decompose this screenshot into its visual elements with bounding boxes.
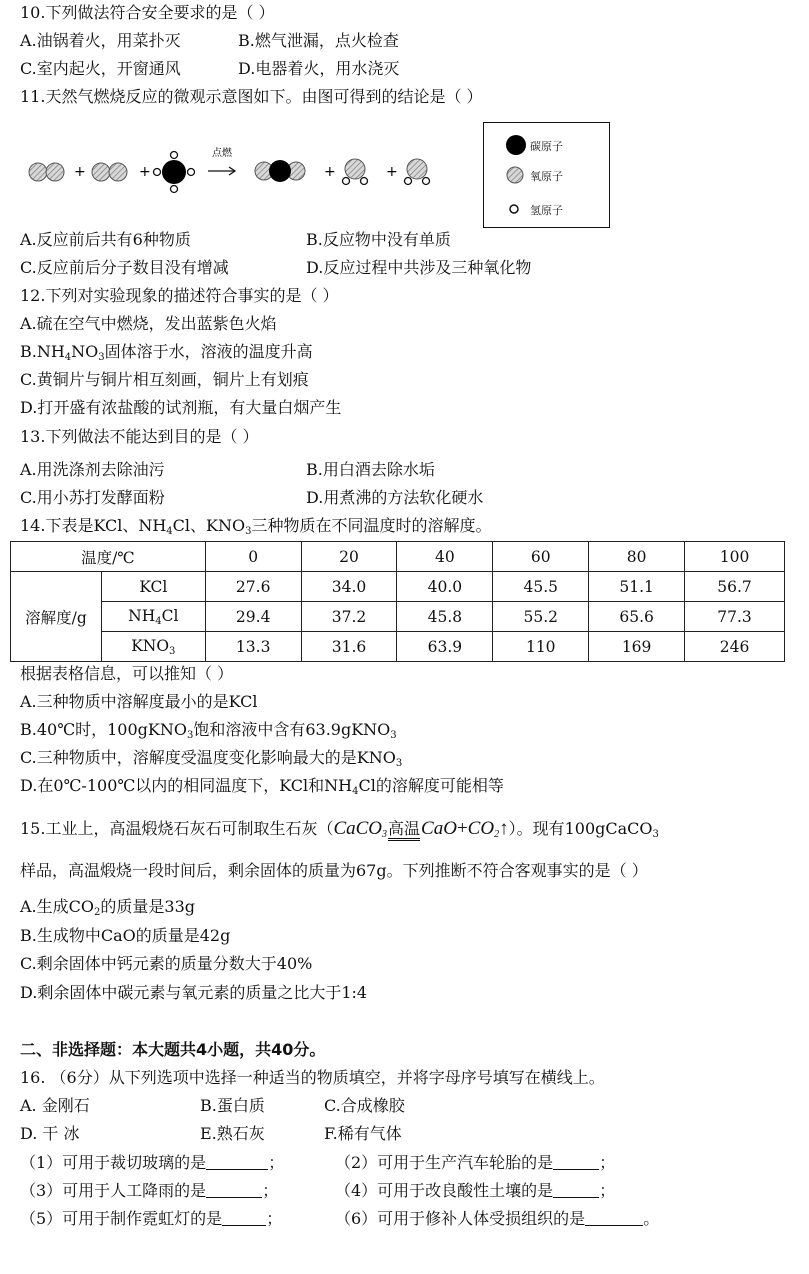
table-cell: 110 [493, 632, 589, 662]
table-cell: 37.2 [301, 602, 397, 632]
q11-option-a: A.反应前后共有6种物质 [20, 230, 191, 249]
q10-option-c: C.室内起火，开窗通风 [20, 59, 181, 78]
equation-reactant: CaCO$_3$ [333, 818, 388, 840]
table-header-cell: 80 [589, 542, 685, 572]
table-row-group-label: 溶解度/g [11, 572, 102, 662]
q16-item-3: （3）可用于人工降雨的是 ； [20, 1181, 279, 1200]
q12-stem: 12.下列对实验现象的描述符合事实的是（ ） [20, 286, 339, 305]
table-cell: 31.6 [301, 632, 397, 662]
answer-blank[interactable] [206, 1181, 262, 1198]
answer-blank[interactable] [585, 1209, 643, 1226]
q11-option-b: B.反应物中没有单质 [306, 230, 451, 249]
q15-stem-line2: 样品，高温煅烧一段时间后，剩余固体的质量为67g。下列推断不符合客观事实的是（ ） [20, 861, 648, 880]
table-row [11, 602, 785, 632]
q14-option-a: A.三种物质中溶解度最小的是KCl [20, 692, 258, 711]
q13-stem: 13.下列做法不能达到目的是（ ） [20, 427, 259, 446]
carbon-dioxide-molecule-icon [255, 160, 305, 182]
reaction-diagram [24, 142, 444, 194]
table-cell: 34.0 [301, 572, 397, 602]
q10-option-b: B.燃气泄漏，点火检查 [238, 31, 399, 50]
svg-text:+: + [386, 164, 398, 180]
q15-option-b: B.生成物中CaO的质量是42g [20, 926, 231, 945]
answer-blank[interactable] [553, 1153, 599, 1170]
q12-option-b: $B.NH_4NO_3$固体溶于水，溶液的温度升高 [20, 342, 313, 363]
oxygen-atom-icon [507, 167, 523, 183]
table-cell: 29.4 [205, 602, 301, 632]
q16-item-6: （6）可用于修补人体受损组织的是 。 [335, 1209, 660, 1228]
q16-option-d: D. 干 冰 [20, 1124, 80, 1143]
table-cell: 63.9 [397, 632, 493, 662]
q16-item-4: （4）可用于改良酸性土壤的是 ； [335, 1181, 616, 1200]
table-cell: 55.2 [493, 602, 589, 632]
table-header-label: 温度/℃ [11, 542, 206, 572]
table-row-label: $KNO_3$ [101, 632, 205, 662]
q16-option-f: F.稀有气体 [324, 1124, 402, 1143]
water-molecule-icon [343, 159, 368, 185]
q14-lead: 根据表格信息，可以推知（ ） [20, 664, 234, 683]
atom-legend [483, 122, 610, 228]
q15-option-a: A.生成$CO_2$的质量是33g [20, 897, 195, 918]
table-cell: 169 [589, 632, 685, 662]
q13-option-a: A.用洗涤剂去除油污 [20, 460, 165, 479]
oxygen-molecule-icon [92, 163, 127, 181]
solubility-table [10, 541, 785, 662]
table-cell: 65.6 [589, 602, 685, 632]
q16-option-a: A. 金刚石 [20, 1096, 90, 1115]
equation-products: $CaO+CO_2↑$ [421, 818, 509, 840]
carbon-atom-icon [506, 135, 526, 155]
q16-option-b: B.蛋白质 [200, 1096, 265, 1115]
q10-option-a: A.油锅着火，用菜扑灭 [20, 31, 181, 50]
svg-text:+: + [324, 164, 336, 180]
q14-option-c: C.三种物质中，溶解度受温度变化影响最大的是$KNO_3$ [20, 748, 403, 769]
table-header-cell: 100 [685, 542, 785, 572]
water-molecule-icon [405, 159, 430, 185]
table-cell: 51.1 [589, 572, 685, 602]
table-header-cell: 60 [493, 542, 589, 572]
table-cell: 246 [685, 632, 785, 662]
table-row-label: $NH_4Cl$ [101, 602, 205, 632]
q15-option-d: D.剩余固体中碳元素与氧元素的质量之比大于1:4 [20, 983, 368, 1002]
table-cell: 56.7 [685, 572, 785, 602]
q15-option-c: C.剩余固体中钙元素的质量分数大于40% [20, 954, 313, 973]
equation-condition: 高温 [388, 820, 420, 841]
q16-item-5: （5）可用于制作霓虹灯的是 ； [20, 1209, 283, 1228]
svg-text:+: + [139, 164, 151, 180]
table-cell: 40.0 [397, 572, 493, 602]
legend-carbon-label: 碳原子 [530, 140, 563, 153]
table-header-cell: 40 [397, 542, 493, 572]
reaction-arrow-icon [208, 167, 235, 175]
table-header-cell: 0 [205, 542, 301, 572]
q11-option-d: D.反应过程中共涉及三种氧化物 [306, 258, 532, 277]
legend-oxygen-label: 氧原子 [530, 170, 563, 183]
table-row [11, 632, 785, 662]
q12-option-c: C.黄铜片与铜片相互刻画，铜片上有划痕 [20, 370, 309, 389]
answer-blank[interactable] [553, 1181, 599, 1198]
oxygen-molecule-icon [29, 163, 64, 181]
q11-stem: 11.天然气燃烧反应的微观示意图如下。由图可得到的结论是（ ） [20, 87, 483, 106]
q10-stem: 10.下列做法符合安全要求的是（ ） [20, 3, 275, 22]
hydrogen-atom-icon [510, 205, 518, 213]
table-row-label: KCl [101, 572, 205, 602]
table-cell: 45.5 [493, 572, 589, 602]
q14-option-d: D.在0℃-100℃以内的相同温度下，KCl和$NH_4Cl$的溶解度可能相等 [20, 776, 504, 797]
q13-option-d: D.用煮沸的方法软化硬水 [306, 488, 484, 507]
q13-option-b: B.用白酒去除水垢 [306, 460, 435, 479]
table-cell: 13.3 [205, 632, 301, 662]
q16-stem: 16. （6分）从下列选项中选择一种适当的物质填空，并将字母序号填写在横线上。 [20, 1068, 605, 1087]
q10-option-d: D.电器着火，用水浇灭 [238, 59, 400, 78]
svg-text:+: + [74, 164, 86, 180]
table-cell: 77.3 [685, 602, 785, 632]
q16-item-2: （2）可用于生产汽车轮胎的是 ； [335, 1153, 616, 1172]
ignite-label: 点燃 [212, 148, 232, 159]
table-cell: 27.6 [205, 572, 301, 602]
q16-option-e: E.熟石灰 [200, 1124, 265, 1143]
legend-hydrogen-label: 氢原子 [530, 204, 563, 217]
table-header-row [11, 542, 785, 572]
q14-option-b: B.40℃时，100gKNO$_3$饱和溶液中含有63.9gKNO$_3$ [20, 720, 397, 741]
answer-blank[interactable] [222, 1209, 266, 1226]
q12-option-d: D.打开盛有浓盐酸的试剂瓶，有大量白烟产生 [20, 398, 342, 417]
table-header-cell: 20 [301, 542, 397, 572]
q16-option-c: C.合成橡胶 [324, 1096, 405, 1115]
q16-item-1: （1）可用于裁切玻璃的是 ； [20, 1153, 285, 1172]
q14-stem: 14.下表是KCl、$NH_4Cl$、$KNO_3$三种物质在不同温度时的溶解度。 [20, 516, 492, 537]
q13-option-c: C.用小苏打发酵面粉 [20, 488, 165, 507]
q12-option-a: A.硫在空气中燃烧，发出蓝紫色火焰 [20, 314, 277, 333]
q15-stem: 15.工业上，高温煅烧石灰石可制取生石灰（CaCO$_3$高温$CaO+CO_2↑$）。现有100gCaCO$_3$ [20, 818, 659, 840]
q11-option-c: C.反应前后分子数目没有增减 [20, 258, 229, 277]
methane-molecule-icon [154, 152, 195, 193]
table-row [11, 572, 785, 602]
table-cell: 45.8 [397, 602, 493, 632]
answer-blank[interactable] [206, 1153, 268, 1170]
section-title: 二、非选择题：本大题共4小题，共40分。 [20, 1040, 326, 1059]
